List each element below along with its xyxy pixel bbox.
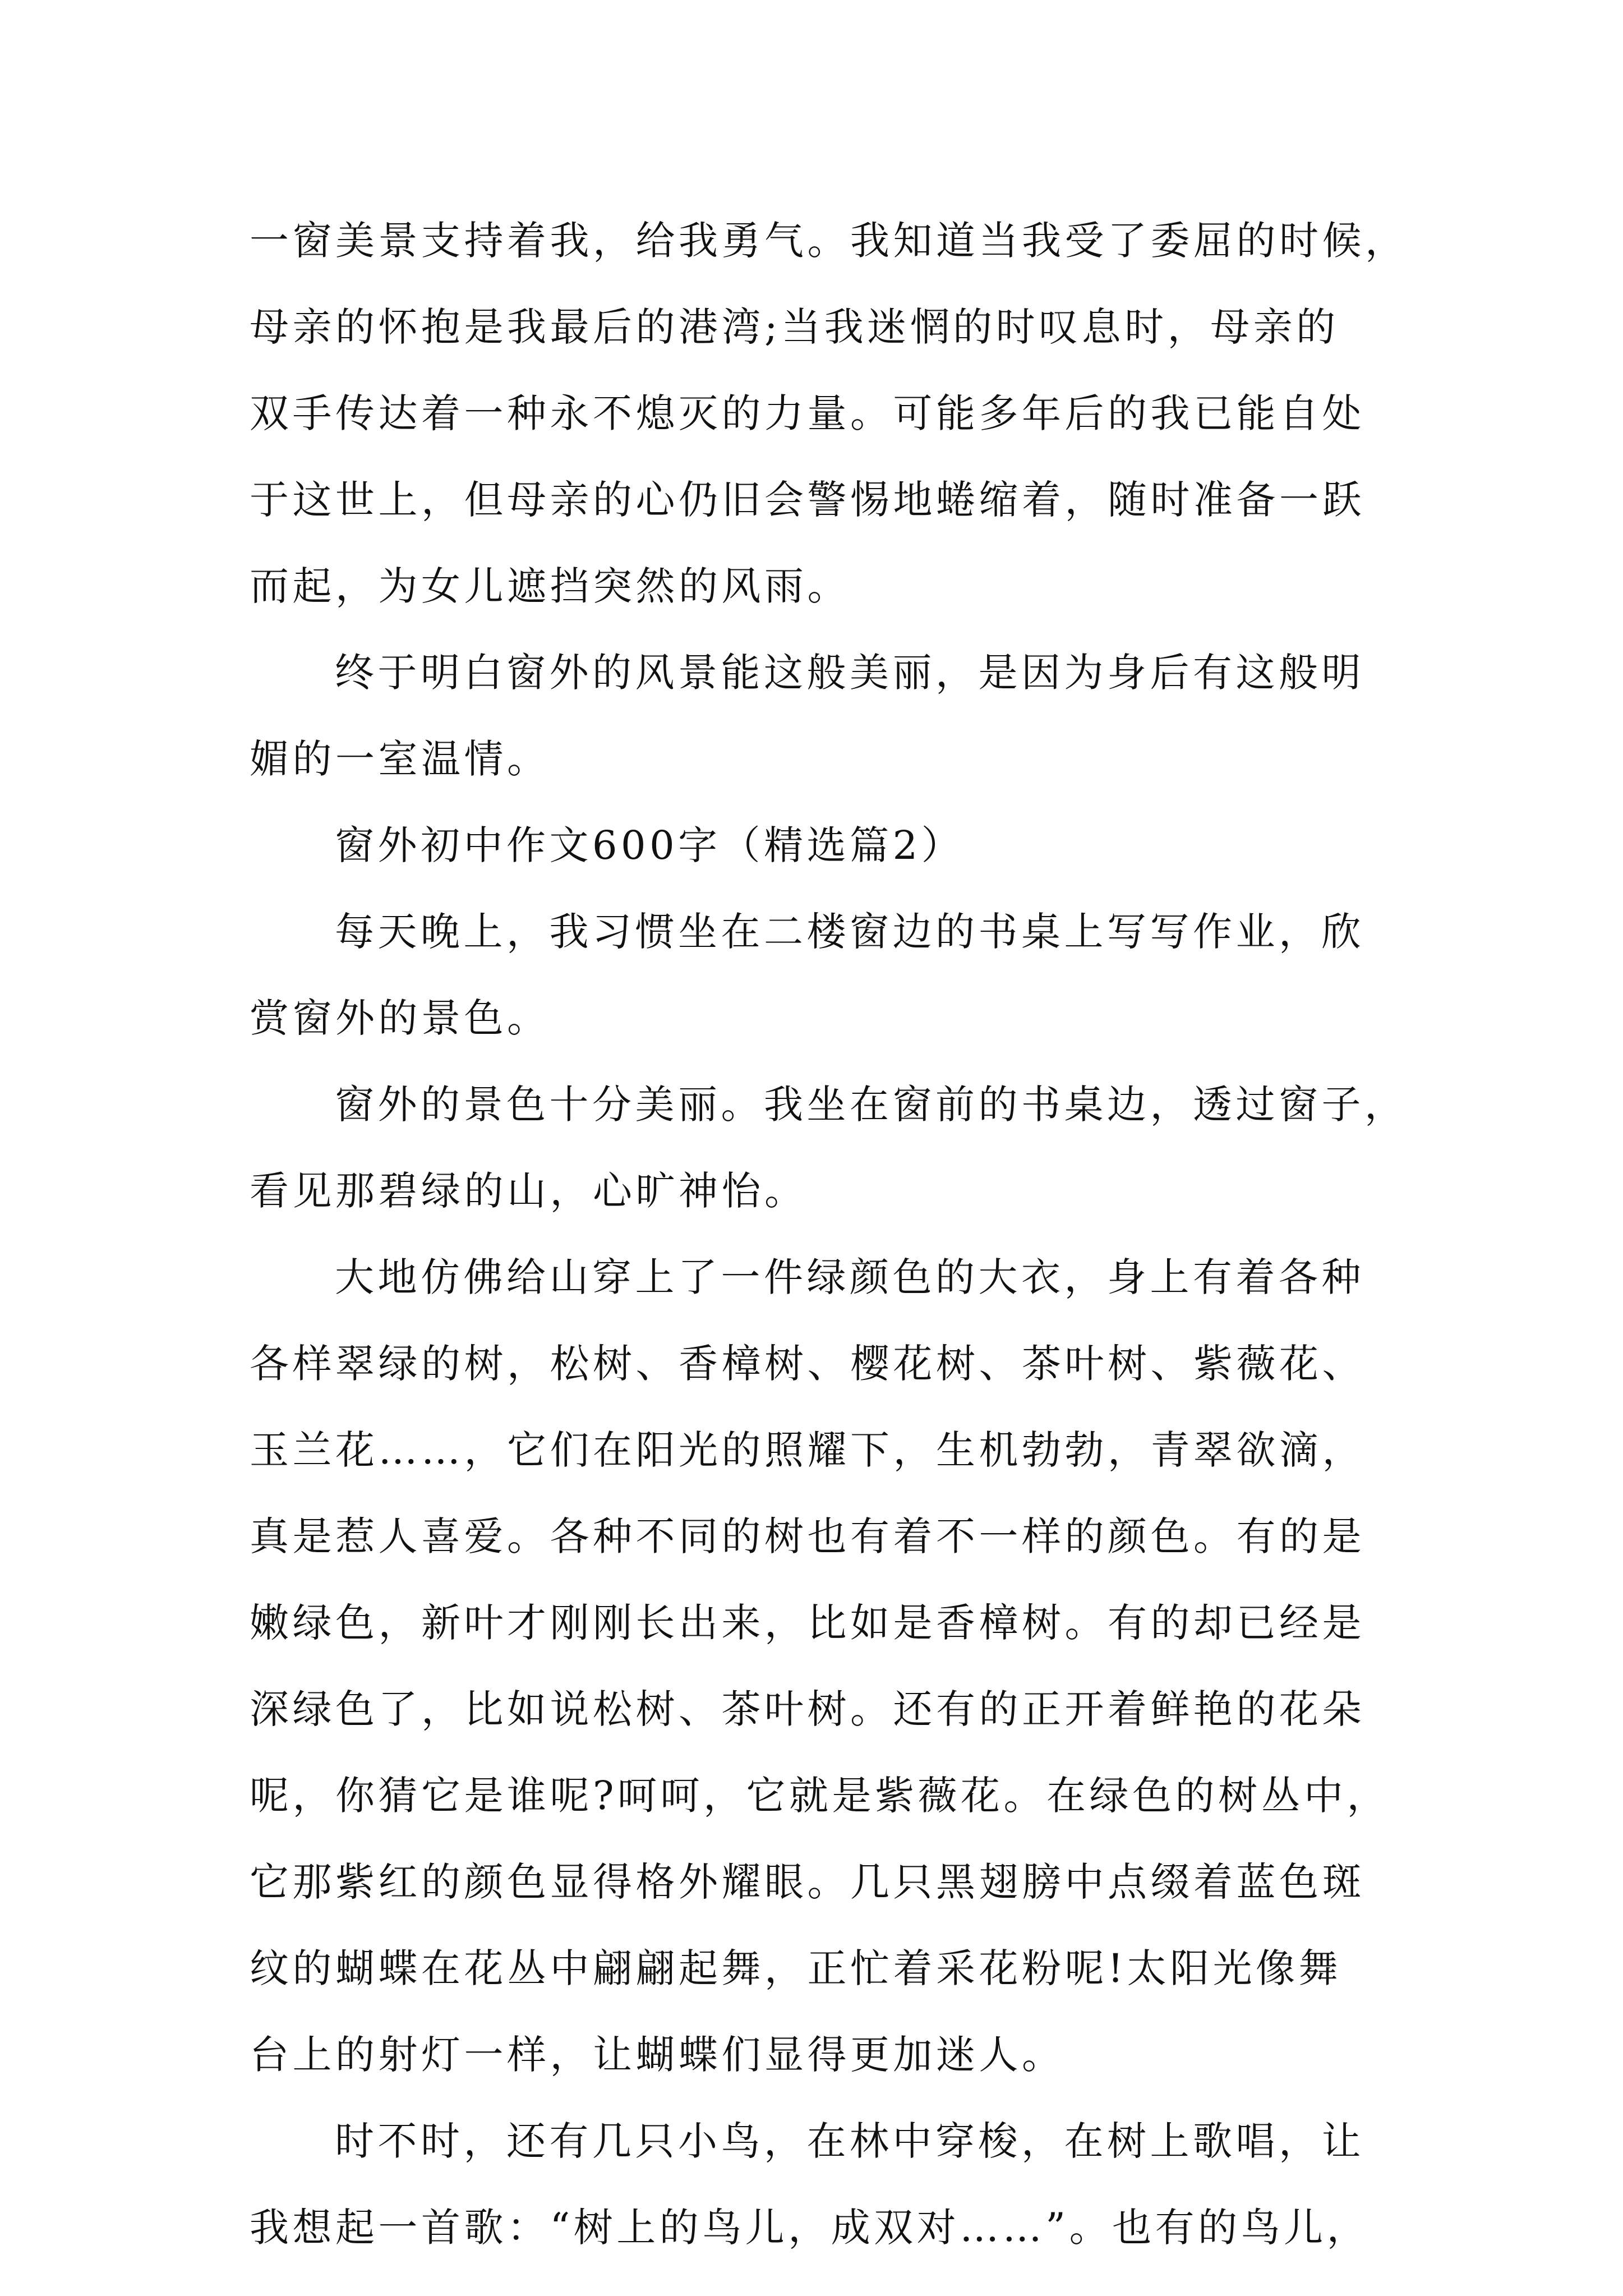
text-line: 而起，为女儿遮挡突然的风雨。	[250, 563, 850, 609]
text-line: 赏窗外的景色。	[250, 995, 550, 1041]
text-line: 看见那碧绿的山，心旷神怡。	[250, 1168, 808, 1214]
text-line: 纹的蝴蝶在花丛中翩翩起舞，正忙着采花粉呢!太阳光像舞	[250, 1945, 1342, 1991]
text-line: 我想起一首歌：“树上的鸟儿，成双对……”。也有的鸟儿，	[250, 2205, 1370, 2251]
text-line: 呢，你猜它是谁呢?呵呵，它就是紫薇花。在绿色的树丛中，	[250, 1773, 1390, 1819]
text-line: 每天晚上，我习惯坐在二楼窗边的书桌上写写作业，欣	[335, 909, 1364, 955]
text-line: 深绿色了，比如说松树、茶叶树。还有的正开着鲜艳的花朵	[250, 1686, 1365, 1732]
section-heading: 窗外初中作文600字（精选篇2）	[335, 822, 965, 868]
text-line: 大地仿佛给山穿上了一件绿颜色的大衣，身上有着各种	[335, 1254, 1364, 1300]
text-line: 台上的射灯一样，让蝴蝶们显得更加迷人。	[250, 2032, 1065, 2078]
text-line: 窗外的景色十分美丽。我坐在窗前的书桌边，透过窗子，	[335, 1082, 1408, 1128]
text-line: 嫩绿色，新叶才刚刚长出来，比如是香樟树。有的却已经是	[250, 1600, 1365, 1646]
text-line: 母亲的怀抱是我最后的港湾;当我迷惘的时叹息时，母亲的	[250, 304, 1339, 350]
text-line: 它那紫红的颜色显得格外耀眼。几只黑翅膀中点缀着蓝色斑	[250, 1859, 1365, 1905]
text-line: 各样翠绿的树，松树、香樟树、樱花树、茶叶树、紫薇花、	[250, 1341, 1365, 1387]
text-line: 双手传达着一种永不熄灭的力量。可能多年后的我已能自处	[250, 390, 1365, 436]
text-line: 时不时，还有几只小鸟，在林中穿梭，在树上歌唱，让	[335, 2118, 1364, 2164]
text-line: 媚的一室温情。	[250, 736, 550, 782]
text-line: 终于明白窗外的风景能这般美丽，是因为身后有这般明	[335, 650, 1364, 696]
text-line: 真是惹人喜爱。各种不同的树也有着不一样的颜色。有的是	[250, 1513, 1365, 1559]
text-line: 于这世上，但母亲的心仍旧会警惕地蜷缩着，随时准备一跃	[250, 477, 1365, 523]
text-line: 一窗美景支持着我，给我勇气。我知道当我受了委屈的时候，	[250, 218, 1408, 264]
text-line: 玉兰花……，它们在阳光的照耀下，生机勃勃，青翠欲滴，	[250, 1427, 1365, 1473]
